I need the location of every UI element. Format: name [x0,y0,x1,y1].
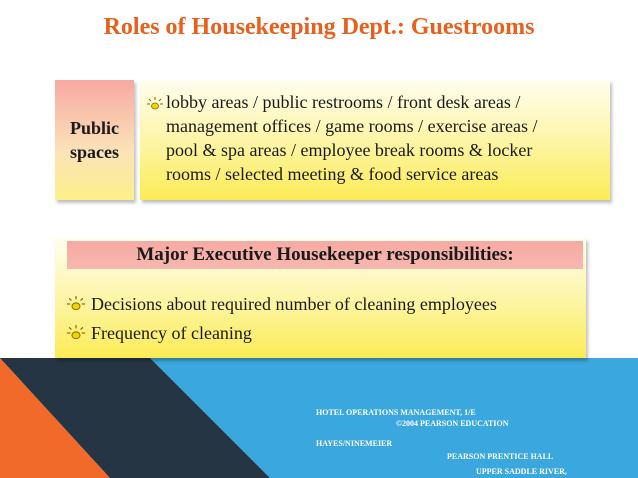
executive-responsibilities-box [55,238,586,358]
public-spaces-text [166,90,606,186]
public-spaces-label [55,80,134,200]
public-spaces-label-line2: spaces [69,142,119,162]
executive-responsibilities-heading: Major Executive Housekeeper responsibilities: [67,241,583,269]
footer-authors: HAYES/NINEMEIER [316,439,393,448]
public-spaces-box [140,80,610,200]
footer-book-title: HOTEL OPERATIONS MANAGEMENT, 1/E [316,408,476,417]
public-spaces-label-line1: Public [69,118,119,138]
bulb-bullet-icon [146,97,164,111]
footer-location: UPPER SADDLE RIVER, [476,467,567,476]
footer-copyright: ©2004 PEARSON EDUCATION [396,419,509,428]
executive-item: Frequency of cleaning [91,323,252,343]
public-spaces-line: pool & spa areas / employee break rooms & locker [166,140,533,160]
public-spaces-line: management offices / game rooms / exercise areas / [166,116,538,136]
bulb-bullet-icon [65,296,87,312]
public-spaces-line: lobby areas / public restrooms / front desk areas / [166,92,521,112]
executive-item: Decisions about required number of cleaning employees [91,294,497,314]
slide-title: Roles of Housekeeping Dept.: Guestrooms [103,14,535,40]
footer-publisher: PEARSON PRENTICE HALL [447,452,554,461]
bulb-bullet-icon [65,325,87,341]
public-spaces-line: rooms / selected meeting & food service areas [166,164,499,184]
